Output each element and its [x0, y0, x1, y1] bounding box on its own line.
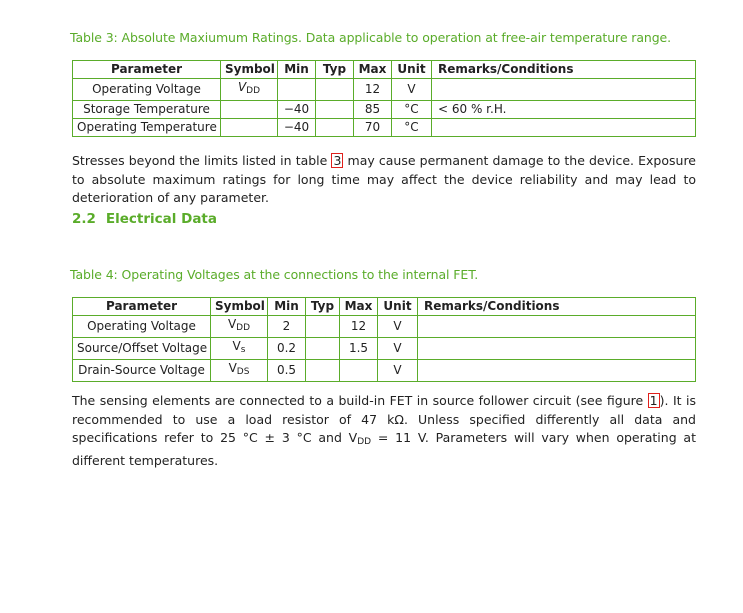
- col-header-typ: Typ: [316, 61, 354, 79]
- cell-symbol: [221, 101, 278, 119]
- section-heading: [72, 211, 217, 227]
- col-header-remarks: Remarks/Conditions: [432, 61, 696, 79]
- col-header-parameter: Parameter: [73, 61, 221, 79]
- table4-operating-voltages: [72, 297, 696, 382]
- stress-warning-paragraph: Stresses beyond the limits listed in table 3 may cause permanent damage to the device. Exposure to absolute maximum ratings for long time may affect the device reliability and may lead to deterioration of any parameter.: [72, 153, 697, 205]
- cell-max: [340, 360, 378, 382]
- table-row: [73, 119, 696, 137]
- cell-min: −40: [278, 101, 316, 119]
- table3-caption: Table 3: Absolute Maxiumum Ratings. Data applicable to operation at free-air temperature range.: [70, 30, 671, 45]
- col-header-remarks: Remarks/Conditions: [418, 298, 696, 316]
- cell-parameter: Operating Voltage: [73, 316, 211, 338]
- fet-description-paragraph: The sensing elements are connected to a build-in FET in source follower circuit (see figure 1 ). It is recommended to use a load resistor of 47 kΩ. Unless specified differently all data and specifications refer to 25 °C ± 3 °C and $V_{DD} = 11$ V. Parameters will vary when operating at different temperatures.: [72, 393, 696, 468]
- cell-remarks: [418, 338, 696, 360]
- cell-typ: [306, 360, 340, 382]
- cell-typ: [316, 101, 354, 119]
- section-title: Electrical Data: [105, 211, 217, 227]
- cell-parameter: Drain-Source Voltage: [73, 360, 211, 382]
- col-header-unit: Unit: [378, 298, 418, 316]
- cell-min: [278, 79, 316, 101]
- cell-remarks: [418, 316, 696, 338]
- cell-remarks: < 60 % r.H.: [432, 101, 696, 119]
- cell-min: 0.5: [268, 360, 306, 382]
- table-row: [73, 79, 696, 101]
- table4-caption: Table 4: Operating Voltages at the connections to the internal FET.: [70, 267, 479, 282]
- cell-unit: V: [378, 316, 418, 338]
- col-header-typ: Typ: [306, 298, 340, 316]
- cell-parameter: Operating Temperature: [73, 119, 221, 137]
- table3-absolute-max-ratings: [72, 60, 696, 137]
- col-header-min: Min: [268, 298, 306, 316]
- cell-typ: [316, 119, 354, 137]
- table4-header-row: [73, 298, 696, 316]
- cell-typ: [306, 338, 340, 360]
- cell-remarks: [432, 119, 696, 137]
- cell-unit: °C: [392, 119, 432, 137]
- cell-symbol: $V_{DS}$: [211, 360, 268, 382]
- cell-unit: V: [392, 79, 432, 101]
- col-header-parameter: Parameter: [73, 298, 211, 316]
- col-header-min: Min: [278, 61, 316, 79]
- col-header-max: Max: [340, 298, 378, 316]
- table-row: [73, 338, 696, 360]
- cell-symbol: $V_s$: [211, 338, 268, 360]
- table3-header-row: [73, 61, 696, 79]
- cell-min: 0.2: [268, 338, 306, 360]
- table-row: [73, 101, 696, 119]
- col-header-symbol: Symbol: [211, 298, 268, 316]
- col-header-unit: Unit: [392, 61, 432, 79]
- cell-max: 1.5: [340, 338, 378, 360]
- cell-symbol: $V_{DD}$: [221, 79, 278, 101]
- cell-max: 12: [354, 79, 392, 101]
- figure-reference-link[interactable]: 1: [649, 393, 658, 408]
- cell-max: 70: [354, 119, 392, 137]
- cell-min: 2: [268, 316, 306, 338]
- cell-remarks: [432, 79, 696, 101]
- table-row: [73, 316, 696, 338]
- cell-unit: °C: [392, 101, 432, 119]
- cell-parameter: Source/Offset Voltage: [73, 338, 211, 360]
- cell-typ: [316, 79, 354, 101]
- table-reference-link[interactable]: 3: [333, 153, 342, 168]
- cell-unit: V: [378, 338, 418, 360]
- table-row: [73, 360, 696, 382]
- cell-max: 12: [340, 316, 378, 338]
- cell-typ: [306, 316, 340, 338]
- section-number: 2.2: [72, 211, 96, 227]
- cell-symbol: [221, 119, 278, 137]
- cell-unit: V: [378, 360, 418, 382]
- cell-min: −40: [278, 119, 316, 137]
- cell-max: 85: [354, 101, 392, 119]
- cell-parameter: Storage Temperature: [73, 101, 221, 119]
- cell-remarks: [418, 360, 696, 382]
- cell-symbol: $V_{DD}$: [211, 316, 268, 338]
- cell-parameter: Operating Voltage: [73, 79, 221, 101]
- col-header-max: Max: [354, 61, 392, 79]
- col-header-symbol: Symbol: [221, 61, 278, 79]
